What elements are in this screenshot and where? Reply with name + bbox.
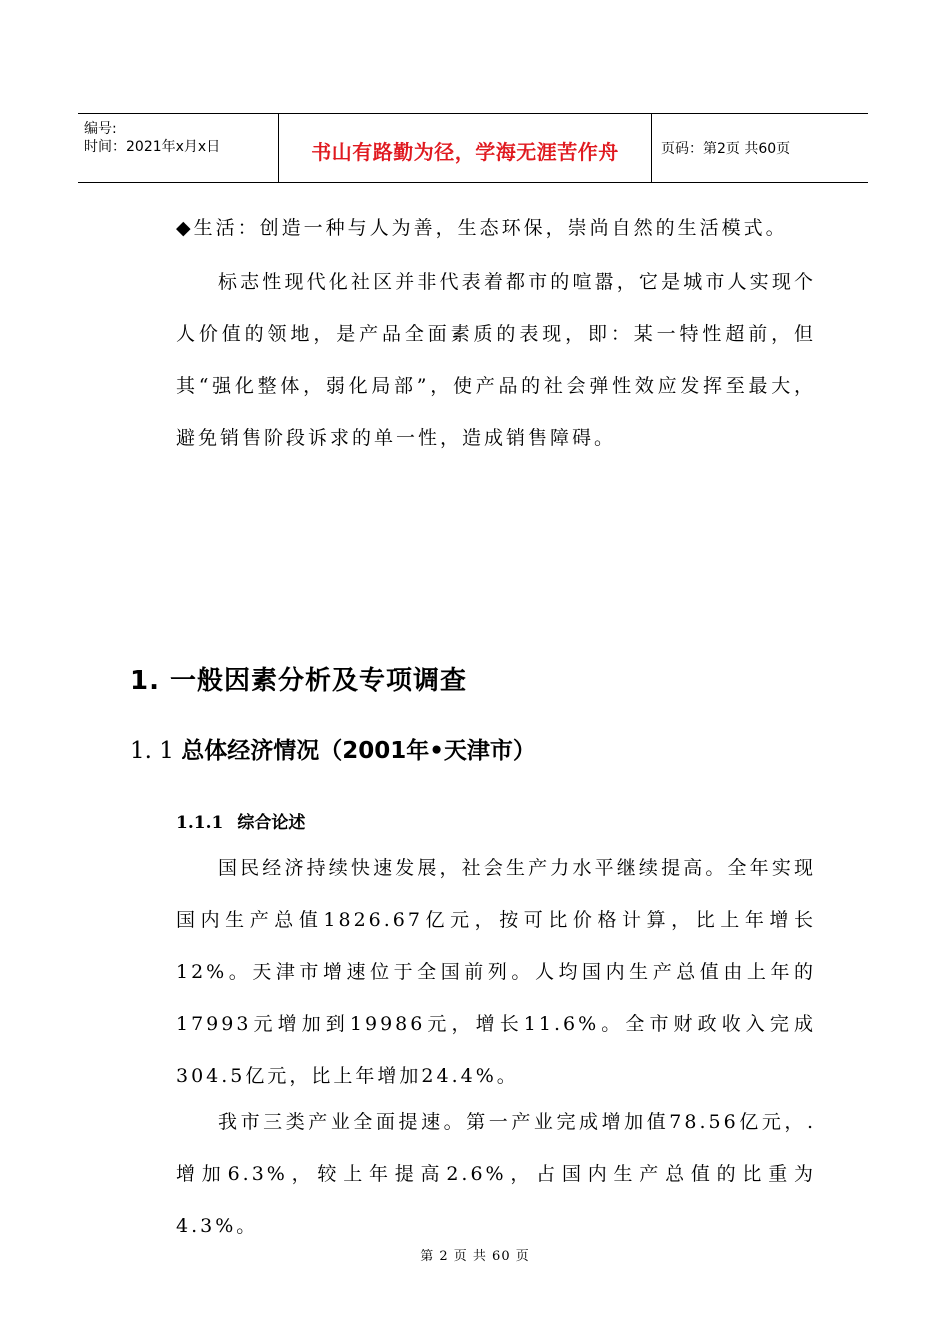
life-bullet-line: ◆生活：创造一种与人为善，生态环保，崇尚自然的生活模式。 (176, 217, 788, 239)
heading-title: 综合论述 (237, 813, 306, 833)
document-header-table (78, 113, 868, 183)
header-left-cell (78, 114, 278, 182)
heading-number: 1. 1 (130, 738, 182, 764)
serial-number-label: 编号: (84, 121, 117, 137)
economy-paragraph: 国民经济持续快速发展，社会生产力水平继续提高。全年实现国内生产总值1826.67亿元，按可比价格计算，比上年增长12%。天津市增速位于全国前列。人均国内生产总值由上年的17993元增加到19986元，增长11.6%。全市财政收入完成304.5亿元，比上年增加24.4%。 (176, 857, 816, 1087)
heading-title: 总体经济情况（2001年•天津市） (181, 738, 536, 764)
section-heading-1-1 (130, 732, 536, 765)
page-info: 页码：第2页 共60页 (661, 141, 791, 157)
header-center-cell (278, 114, 652, 182)
page-footer: 第 2 页 共 60 页 (420, 1249, 530, 1264)
motto-text: 书山有路勤为径，学海无涯苦作舟 (311, 140, 619, 164)
date-label: 时间：2021年x月x日 (84, 139, 221, 155)
industry-paragraph: 我市三类产业全面提速。第一产业完成增加值78.56亿元，.增加6.3%，较上年提高2.6%，占国内生产总值的比重为4.3%。 (176, 1111, 816, 1237)
section-heading-1: 1. 一般因素分析及专项调查 (130, 666, 468, 696)
heading-number: 1.1.1 (176, 813, 224, 833)
section-heading-1-1-1 (176, 808, 305, 833)
intro-paragraph: 标志性现代化社区并非代表着都市的喧嚣，它是城市人实现个人价值的领地，是产品全面素质的表现，即：某一特性超前，但其“强化整体，弱化局部”，使产品的社会弹性效应发挥至最大，避免销售阶段诉求的单一性，造成销售障碍。 (176, 271, 816, 449)
header-right-cell (651, 114, 868, 182)
